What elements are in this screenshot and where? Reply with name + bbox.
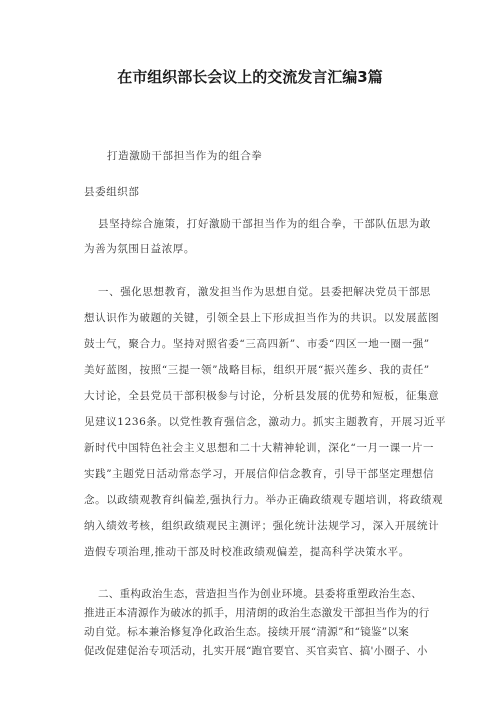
paragraph-line: 二、重构政治生态，营造担当作为创业环境。县委将重塑政治生态、: [98, 588, 422, 600]
paragraph-line: 推进正本清源作为破冰的抓手，用清朗的政治生态激发干部担当作为的行: [84, 607, 430, 619]
paragraph-line: 县坚持综合施策，打好激励干部担当作为的组合拳，干部队伍思为敢: [98, 218, 431, 230]
paragraph-line: 造假专项治理,推动干部及时校准政绩观偏差，提高科学决策水平。: [84, 546, 410, 558]
paragraph-line: 促改促建促治专项活动，扎实开展“跑官要官、买官卖官、搞'小圈子、小: [84, 645, 428, 657]
paragraph-line: 为善为氛围日益浓厚。: [84, 243, 195, 255]
author-line: 县委组织部: [84, 186, 140, 198]
paragraph-line: 大讨论，全县党员干部积极参与讨论，分析县发展的优势和短板，征集意: [84, 390, 440, 402]
paragraph-line: 一、强化思想教育，激发担当作为思想自觉。县委把解决党员干部思: [98, 286, 431, 298]
paragraph-line: 新时代中国特色社会主义思想和二十大精神轮训，深化“一月一课一片一: [84, 442, 435, 454]
document-title: 在市组织部长会议上的交流发言汇编3篇: [117, 68, 383, 86]
paragraph-line: 动自觉。标本兼治修复净化政治生态。接续开展“清源”和“镜鉴”以案: [84, 626, 410, 638]
paragraph-line: 实践”主题党日活动常态学习，开展信仰信念教育，引导干部坚定理想信: [84, 468, 435, 480]
paragraph-line: 见建议1236条。以党性教育强信念，激动力。抓实主题教育，开展习近平: [84, 416, 447, 428]
paragraph-line: 念。以政绩观教育纠偏差,强执行力。举办正确政绩观专题培训，将政绩观: [84, 494, 444, 506]
paragraph-line: 纳入绩效考核，组织政绩观民主测评；强化统计法规学习，深入开展统计: [84, 520, 440, 532]
paragraph-line: 想认识作为破题的关键，引领全县上下形成担当作为的共识。以发展蓝图: [84, 312, 440, 324]
paragraph-line: 美好蓝图，按照“三提一领”战略目标，组织开展“振兴莲乡、我的责任”: [84, 364, 430, 376]
paragraph-line: 鼓士气，聚合力。坚持对照省委“三高四新”、市委“四区一地一圈一强”: [84, 338, 430, 350]
section-title: 打造激励干部担当作为的组合拳: [107, 150, 263, 162]
